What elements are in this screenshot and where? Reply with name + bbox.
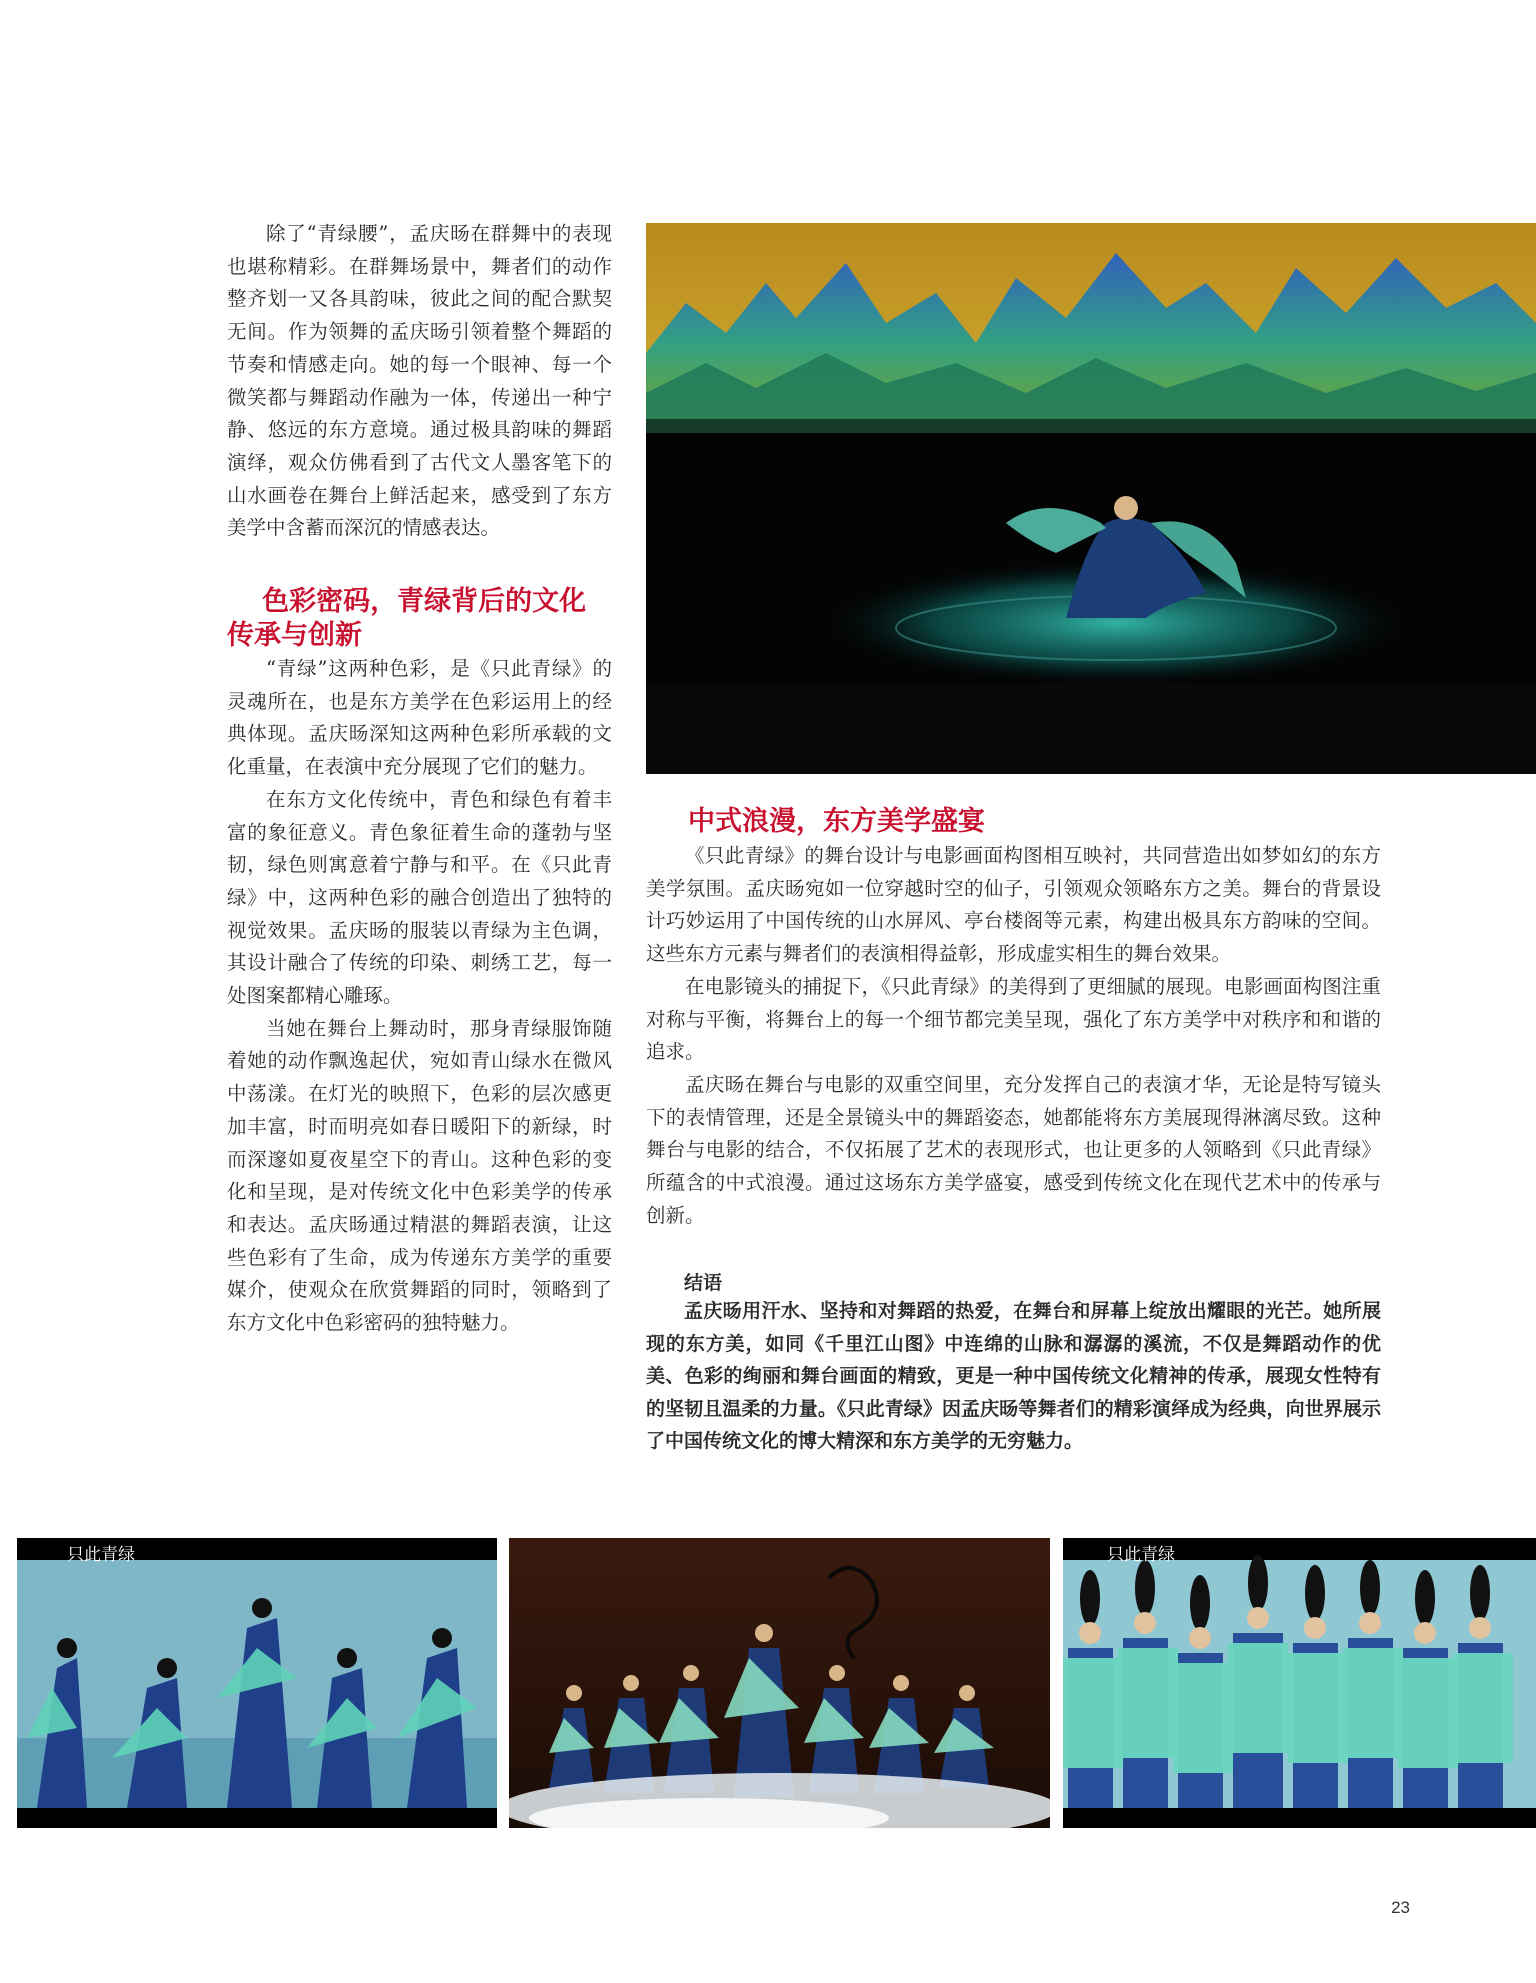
right-paragraph-1: 《只此青绿》的舞台设计与电影画面构图相互映衬，共同营造出如梦如幻的东方美学氛围。孟庆旸宛如一位穿越时空的仙子，引领观众领略东方之美。舞台的背景设计巧妙运用了中国传统的山水屏风、亭台楼阁等元素，构建出极具东方韵味的空间。这些东方元素与舞者们的表演相得益彰，形成虚实相生的舞台效果。 [646, 844, 1381, 966]
right-column [646, 840, 1381, 1458]
film-still-dancers-left [17, 1538, 497, 1828]
left-paragraph-2: “青绿”这两种色彩，是《只此青绿》的灵魂所在，也是东方美学在色彩运用上的经典体现。孟庆旸深知这两种色彩所承载的文化重量，在表演中充分展现了它们的魅力。 [227, 657, 612, 779]
section-heading-chinese-romance: 中式浪漫，东方美学盛宴 [688, 806, 985, 837]
film-still-dancers-right [1063, 1538, 1536, 1828]
film-still-art-1 [17, 1538, 497, 1828]
stage-photo-group-dance [509, 1538, 1050, 1828]
stage-photo-art-2 [509, 1538, 1050, 1828]
conclusion-title: 结语 [684, 1272, 723, 1295]
stage-photo-landscape-dancer [646, 223, 1536, 774]
thumb-1-title: 只此青绿 [67, 1545, 135, 1565]
page-number: 23 [1391, 1898, 1410, 1917]
left-paragraph-1: 除了“青绿腰”，孟庆旸在群舞中的表现也堪称精彩。在群舞场景中，舞者们的动作整齐划一又各具韵味，彼此之间的配合默契无间。作为领舞的孟庆旸引领着整个舞蹈的节奏和情感走向。她的每一个眼神、每一个微笑都与舞蹈动作融为一体，传递出一种宁静、悠远的东方意境。通过极具韵味的舞蹈演绎，观众仿佛看到了古代文人墨客笔下的山水画卷在舞台上鲜活起来，感受到了东方美学中含蓄而深沉的情感表达。 [227, 222, 612, 540]
left-column [227, 218, 612, 1340]
right-paragraph-2: 在电影镜头的捕捉下，《只此青绿》的美得到了更细腻的展现。电影画面构图注重对称与平衡，将舞台上的每一个细节都完美呈现，强化了东方美学中对秩序和和谐的追求。 [646, 974, 1381, 1064]
stage-photo-art [646, 223, 1536, 774]
right-paragraph-3: 孟庆旸在舞台与电影的双重空间里，充分发挥自己的表演才华，无论是特写镜头下的表情管理，还是全景镜头中的舞蹈姿态，她都能将东方美展现得淋漓尽致。这种舞台与电影的结合，不仅拓展了艺术的表现形式，也让更多的人领略到《只此青绿》所蕴含的中式浪漫。通过这场东方美学盛宴，感受到传统文化在现代艺术中的传承与创新。 [646, 1072, 1381, 1227]
left-paragraph-4: 当她在舞台上舞动时，那身青绿服饰随着她的动作飘逸起伏，宛如青山绿水在微风中荡漾。在灯光的映照下，色彩的层次感更加丰富，时而明亮如春日暖阳下的新绿，时而深邃如夏夜星空下的青山。这种色彩的变化和呈现，是对传统文化中色彩美学的传承和表达。孟庆旸通过精湛的舞蹈表演，让这些色彩有了生命，成为传递东方美学的重要媒介，使观众在欣赏舞蹈的同时，领略到了东方文化中色彩密码的独特魅力。 [227, 1016, 612, 1335]
section-heading-color-code: 色彩密码，青绿背后的文化传承与创新 [227, 586, 587, 652]
left-paragraph-3: 在东方文化传统中，青色和绿色有着丰富的象征意义。青色象征着生命的蓬勃与坚韧，绿色则寓意着宁静与和平。在《只此青绿》中，这两种色彩的融合创造出了独特的视觉效果。孟庆旸的服装以青绿为主色调，其设计融合了传统的印染、刺绣工艺，每一处图案都精心雕琢。 [227, 787, 612, 1008]
conclusion-text: 孟庆旸用汗水、坚持和对舞蹈的热爱，在舞台和屏幕上绽放出耀眼的光芒。她所展现的东方美，如同《千里江山图》中连绵的山脉和潺潺的溪流，不仅是舞蹈动作的优美、色彩的绚丽和舞台画面的精致，更是一种中国传统文化精神的传承，展现女性特有的坚韧且温柔的力量。《只此青绿》因孟庆旸等舞者们的精彩演绎成为经典，向世界展示了中国传统文化的博大精深和东方美学的无穷魅力。 [646, 1300, 1381, 1453]
film-still-art-3 [1063, 1538, 1536, 1828]
thumb-3-title: 只此青绿 [1107, 1545, 1175, 1565]
